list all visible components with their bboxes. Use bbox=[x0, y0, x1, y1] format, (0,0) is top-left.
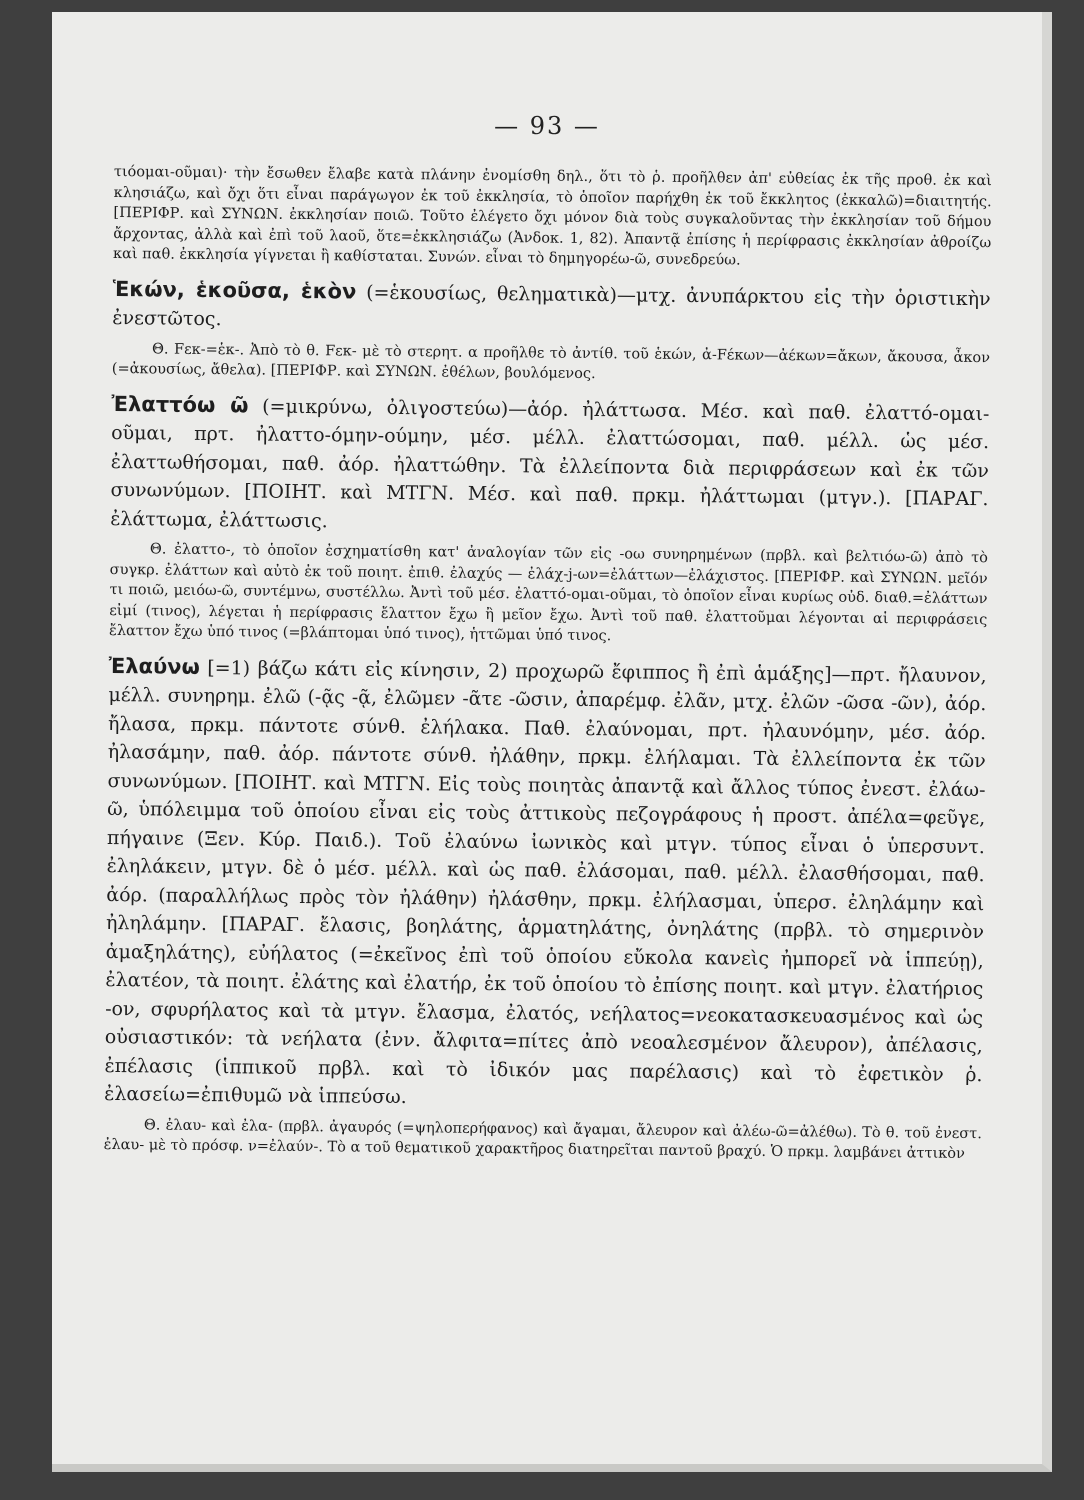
page-number: — 93 — bbox=[494, 112, 600, 140]
entry-elauno-text: [=1) βάζω κάτι εἰς κίνησιν, 2) προχωρῶ ἔφιππος ἢ ἐπὶ ἁμάξης]—πρτ. ἤλαυνον, μέλλ. συνηρημ. ἐλῶ (-ᾷς -ᾷ, ἐλῶμεν -ᾶτε -ῶσιν, ἀπαρέμφ. ἐλᾶν, μτχ. ἐλῶν -ῶσα -ῶν), ἀόρ. ἤλασα, πρκμ. πάντοτε σύνθ. ἐλήλακα. Παθ. ἐλαύνομαι, πρτ. ἠλαυνόμην, μέσ. ἀόρ. ἠλασάμην, παθ. ἀόρ. πάντοτε σύνθ. ἠλάθην, πρκμ. ἐλήλαμαι. Τὰ ἐλλείποντα ἐκ τῶν συνωνύμων. [ΠΟΙΗΤ. καὶ ΜΤΓΝ. Εἰς τοὺς ποιητὰς ἀπαντᾷ καὶ ἄλλος τύπος ἐνεστ. ἐλάω-ῶ, ὑπόλειμμα τοῦ ὁποίου εἶναι εἰς τοὺς ἀττικοὺς πεζογράφους ἡ προστ. ἀπέλα=φεῦγε, πήγαινε (Ξεν. Κύρ. Παιδ.). Τοῦ ἐλαύνω ἰωνικὸς καὶ μτγν. τύπος εἶναι ὁ ὑπερσυντ. ἐληλάκειν, μτγν. δὲ ὁ μέσ. μέλλ. καὶ ὡς παθ. ἐλάσομαι, παθ. μέλλ. ἐλασθήσομαι, παθ. ἀόρ. (παραλλήλως πρὸς τὸν ἠλάθην) ἠλάσθην, πρκμ. ἐλήλασμαι, ὑπερσ. ἐληλάμην καὶ ἠληλάμην. [ΠΑΡΑΓ. ἔλασις, βοηλάτης, ἁρματηλάτης, ὀνηλάτης (πρβλ. τὸ σημερινὸν ἁμαξηλάτης), εὐήλατος (=ἐκεῖνος ἐπὶ τοῦ ὁποίου εὔκολα κανεὶς ἠμπορεῖ νὰ ἱππεύῃ), ἐλατέον, τὰ ποιητ. ἐλάτης καὶ ἐλατήρ, ἐκ τοῦ ὁποίου τὸ ἐπίσης ποιητ. καὶ μτγν. ἐλατήριος -ον, σφυρήλατος καὶ τὰ μτγν. ἔλασμα, ἐλατός, νεήλατος=νεοκατασκευασμένος καὶ ὡς οὐσιαστικόν: τὰ νεήλατα (ἐνν. ἄλφιτα=πίτες ἀπὸ νεοαλεσμένον ἄλευρον), ἀπέλασις, ἐπέλασις (ἱππικοῦ πρβλ. καὶ τὸ ἰδικόν μας παρέλασις) καὶ τὸ ἐφετικὸν ῥ. ἐλασείω=ἐπιθυμῶ νὰ ἱππεύσω. bbox=[104, 656, 987, 1109]
entry-hekon-text: (=ἑκουσίως, θεληματικὰ)—μτχ. ἀνυπάρκτου εἰς τὴν ὁριστικὴν ἐνεστῶτος. bbox=[112, 281, 991, 331]
entry-elattoo bbox=[110, 389, 989, 542]
book-page bbox=[52, 12, 1052, 1472]
entry-continuation-text: τιόομαι-οῦμαι)· τὴν ἔσωθεν ἔλαβε κατὰ πλάνην ἐνομίσθη δηλ., ὅτι τὸ ῥ. προῆλθεν ἀπ' εὐθείας ἐκ τῆς προθ. ἐκ καὶ κλησιάζω, καὶ ὄχι ὅτι εἶναι παράγωγον ἐκ τοῦ ἐκκλησία, τὸ ὁποῖον παρήχθη ἐκ τοῦ ἔκκλητος (ἐκκαλῶ)=διαιτητής. [ΠΕΡΙΦΡ. καὶ ΣΥΝΩΝ. ἐκκλησίαν ποιῶ. Τοῦτο ἐλέγετο ὄχι μόνον διὰ τοὺς συγκαλοῦντας τὴν ἐκκλησίαν τοῦ δήμου ἄρχοντας, ἀλλὰ καὶ ἐπὶ τοῦ λαοῦ, ὅτε=ἐκκλησιάζω (Ἀνδοκ. 1, 82). Ἀπαντᾷ ἐπίσης ἡ περίφρασις ἐκκλησίαν ἀθροίζω καὶ παθ. ἐκκλησία γίγνεται ἢ καθίσταται. Συνών. εἶναι τὸ δημηγορέω-ῶ, συνεδρεύω. bbox=[112, 163, 992, 269]
entry-hekon bbox=[112, 274, 991, 341]
headword-elauno: Ἐλαύνω bbox=[108, 653, 200, 679]
headword-elattoo: Ἐλαττόω ῶ bbox=[111, 391, 249, 417]
etymology-hekon: Θ. Fεκ-=ἑκ-. Ἀπὸ τὸ θ. Fεκ- μὲ τὸ στερητ. α προῆλθε τὸ ἀντίθ. τοῦ ἑκών, ἀ-Fέκων—ἀέκων=ἄκων, ἄκουσα, ἆκον (=ἀκουσίως, ἄθελα). [ΠΕΡΙΦΡ. καὶ ΣΥΝΩΝ. ἐθέλων, βουλόμενος. bbox=[111, 340, 991, 383]
headword-hekon: Ἑκών, ἑκοῦσα, ἑκὸν bbox=[112, 276, 357, 304]
dictionary-text bbox=[104, 162, 992, 1165]
etymology-elauno: Θ. ἐλαυ- καὶ ἐλα- (πρβλ. ἀγαυρός (=ψηλοπερήφανος) καὶ ἄγαμαι, ἄλευρον καὶ ἀλέω-ῶ=ἀλέθω). Τὸ θ. τοῦ ἐνεστ. ἐλαυ- μὲ τὸ πρόσφ. ν=ἐλαύν-. Τὸ α τοῦ θεματικοῦ χαρακτῆρος διατηρεῖται παντοῦ βραχύ. Ὁ πρκμ. λαμβάνει ἀττικὸν bbox=[103, 1116, 982, 1162]
etymology-elattoo: Θ. ἐλαττο-, τὸ ὁποῖον ἐσχηματίσθη κατ' ἀναλογίαν τῶν εἰς -οω συνηρημένων (πρβλ. καὶ βελτιόω-ῶ) ἀπὸ τὸ συγκρ. ἐλάττων καὶ αὐτὸ ἐκ τοῦ ποιητ. ἐπιθ. ἐλαχύς — ἐλάχ-j-ων=ἐλάττων—ἐλάχιστος. [ΠΕΡΙΦΡ. καὶ ΣΥΝΩΝ. μεῖόν τι ποιῶ, μειόω-ῶ, συντέμνω, συστέλλω. Ἀντὶ τοῦ μέσ. ἐλαττό-ομαι-οῦμαι, τὸ ὁποῖον εἶναι κυρίως οὐδ. διαθ.=ἐλάττων εἰμί (τινος), λέγεται ἡ περίφρασις ἔλαττον ἔχω ἢ μεῖον ἔχω. Ἀντὶ τοῦ παθ. ἐλαττοῦμαι λέγονται αἱ περιφράσεις ἔλαττον ἔχω ὑπό τινος (=βλάπτομαι ὑπό τινος), ἡττῶμαι ὑπό τινος. bbox=[109, 541, 988, 645]
entry-elattoo-text: (=μικρύνω, ὀλιγοστεύω)—ἀόρ. ἠλάττωσα. Μέσ. καὶ παθ. ἐλαττό-ομαι-οῦμαι, πρτ. ἠλαττο-όμην-ούμην, μέσ. μέλλ. ἐλαττώσομαι, παθ. μέλλ. ὡς μέσ. ἐλαττωθήσομαι, παθ. ἀόρ. ἠλαττώθην. Τὰ ἐλλείποντα διὰ περιφράσεων καὶ ἐκ τῶν συνωνύμων. [ΠΟΙΗΤ. καὶ ΜΤΓΝ. Μέσ. καὶ παθ. πρκμ. ἠλάττωμαι (μτγν.). [ΠΑΡΑΓ. ἐλάττωμα, ἐλάττωσις. bbox=[110, 394, 990, 532]
entry-elauno bbox=[104, 651, 987, 1117]
